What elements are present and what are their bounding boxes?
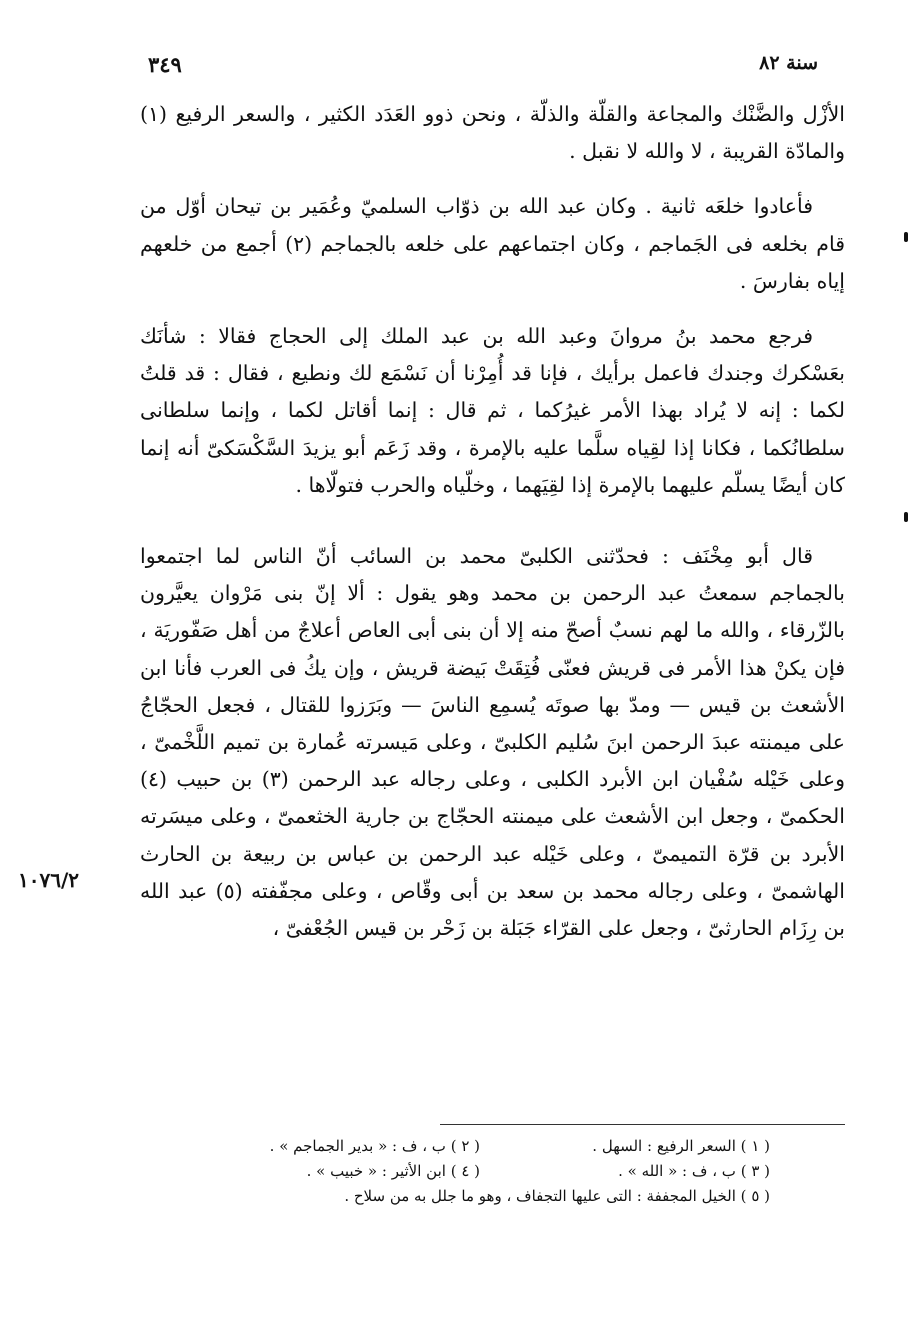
scan-edge-mark <box>904 512 908 522</box>
scan-edge-mark <box>904 232 908 242</box>
paragraph: قال أبو مِخْنَف : فحدّثنى الكلبىّ محمد بن السائب أنّ الناس لما اجتمعوا بالجماجم سمعتُ عبد الرحمن بن محمد وهو يقول : ألا إنّ بنى مَرْوان يعيَّرون بالزّرقاء ، والله ما لهم نسبٌ أصحّ منه إلا أن بنى أبى العاص أعلاجٌ من أهل صَفّوريَة ، فإن يكنْ هذا الأمر فى قريش فعنّى فُتِقَتْ بَيضة قريش ، وإن يكُ فى العرب فأنا ابن الأشعث بن قيس — ومدّ بها صوتَه يُسمِع الناسَ — وبَرَزوا للقتال ، فجعل الحجّاجُ على ميمنته عبدَ الرحمن ابنَ سُليم الكلبىّ ، وعلى مَيسرته عُمارة بن تميم اللَّخْمىّ ، وعلى خَيْله سُفْيان ابن الأبرد الكلبى ، وعلى رجاله عبد الرحمن (٣) بن حبيب (٤) الحكمىّ ، وجعل ابن الأشعث على ميمنته الحجّاج بن جارية الخثعمىّ ، وعلى ميسَرته الأبرد بن قرّة التميمىّ ، وعلى خَيْله عبد الرحمن بن عباس بن ربيعة بن الحارث الهاشمىّ ، وعلى رجاله محمد بن سعد بن أبى وقّاص ، وعلى مجفّفته (٥) عبد الله بن رِزَام الحارثىّ ، وجعل على القرّاء جَبَلة بن زَحْر بن قيس الجُعْفىّ ، <box>140 544 846 941</box>
footnote: ( ٣ ) ب ، ف : « الله » . <box>618 1162 770 1180</box>
paragraph: الأزْل والضَّنْك والمجاعة والقلّة والذلّة ، ونحن ذوو العَدَد الكثير ، والسعر الرفيع (١) والمادّة القريبة ، لا والله لا نقبل . <box>140 102 845 164</box>
margin-reference: ١٠٧٦/٢ <box>18 868 80 892</box>
page-number: ٣٤٩ <box>148 52 182 77</box>
footnote-divider <box>440 1124 845 1125</box>
footnote: ( ٤ ) ابن الأثير : « خبيب » . <box>306 1162 480 1180</box>
footnotes <box>170 1134 770 1209</box>
page-header <box>148 52 818 80</box>
paragraph: فرجع محمد بنُ مروانَ وعبد الله بن عبد الملك إلى الحجاج فقالا : شأنَك بعَسْكرك وجندك فاعمل برأيك ، فإنا قد أُمِرْنا أن نَسْمَع لك ونطيع ، فقال : قد قلتُ لكما : إنه لا يُراد بهذا الأمر غيرُكما ، ثم قال : إنما أقاتل لكما ، وإنما سلطانى سلطانُكما ، فكانا إذا لقِياه سلَّما عليه بالإمرة ، وقد زَعَم أبو يزيدَ السَّكْسَكىّ أنه إنما كان أيضًا يسلّم عليهما بالإمرة إذا لقِيَهما ، وخلّياه والحرب فتولّاها . <box>140 324 845 497</box>
running-head: سنة ٨٢ <box>759 52 818 74</box>
main-text <box>140 96 845 965</box>
footnote: ( ٢ ) ب ، ف : « بدير الجماجم » . <box>269 1137 480 1155</box>
footnote: ( ٥ ) الخيل المجففة : التى عليها التجفاف ، وهو ما جلل به من سلاح . <box>344 1187 770 1205</box>
paragraph: فأعادوا خلعَه ثانية . وكان عبد الله بن ذوّاب السلميّ وعُمَير بن تيحان أوّل من قام بخلعه فى الجَماجم ، وكان اجتماعهم على خلعه بالجماجم (٢) أجمع من خلعهم إياه بفارسَ . <box>140 194 845 293</box>
footnote-row <box>170 1134 770 1159</box>
footnote-row <box>170 1159 770 1184</box>
footnote-row <box>170 1184 770 1209</box>
footnote: ( ١ ) السعر الرفيع : السهل . <box>592 1137 770 1155</box>
